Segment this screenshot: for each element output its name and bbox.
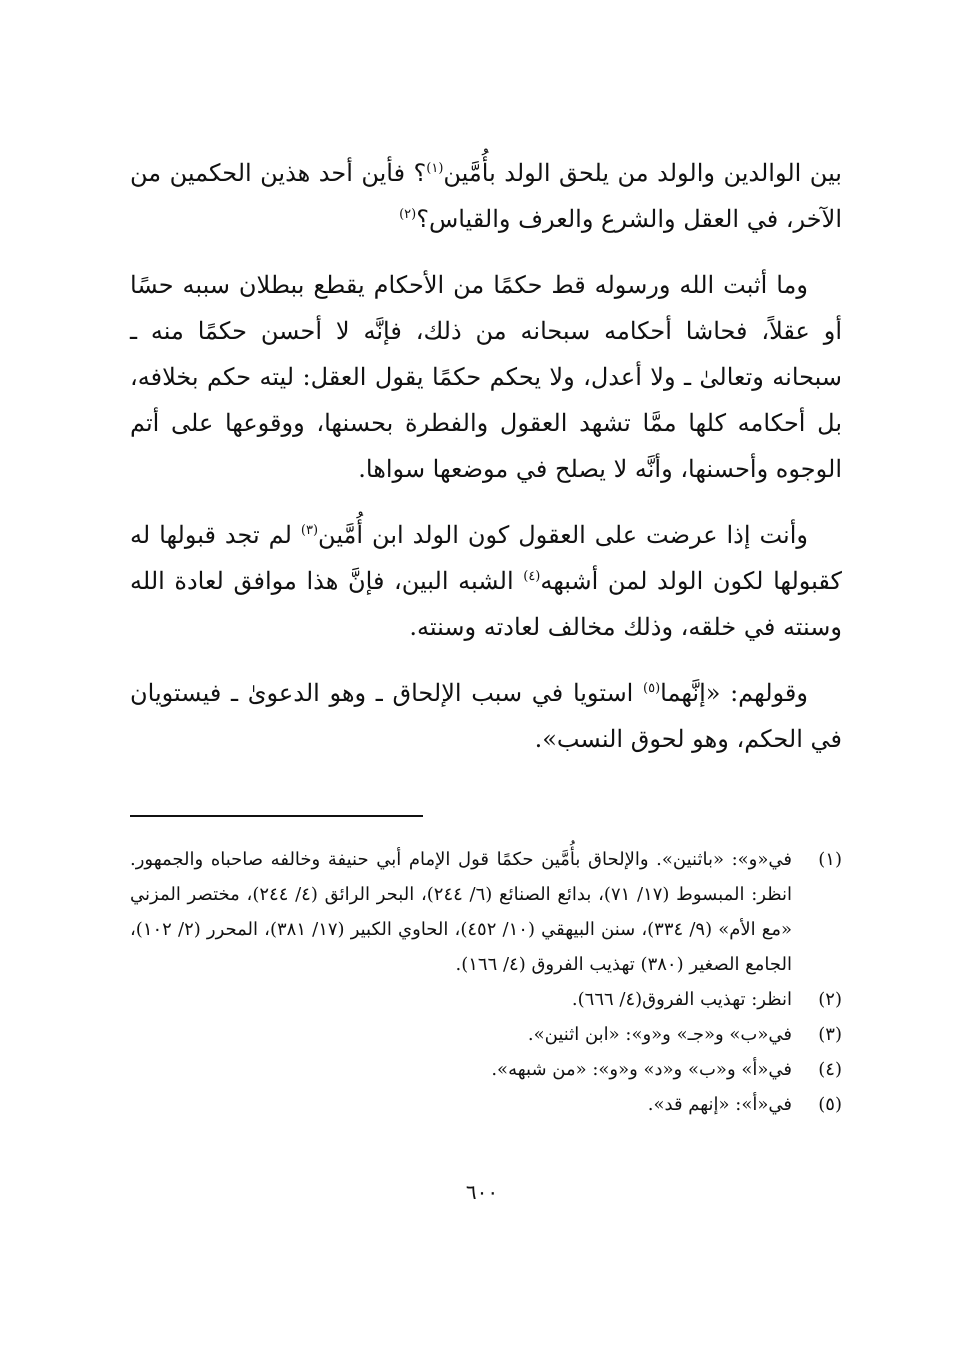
footnote-ref-5: (٥) xyxy=(643,681,661,696)
footnote-ref-4: (٤) xyxy=(523,569,541,584)
footnote-text: في«أ»: «إنهم قد». xyxy=(647,1094,792,1115)
paragraph-4-text-1: وقولهم: «إنَّهما xyxy=(660,679,808,707)
paragraph-3-text-2: لم تجد قبولها له كقبولها لكون الولد لمن أشبهه xyxy=(130,521,842,595)
footnote-1 xyxy=(130,842,842,982)
footnote-text: في«أ» و«ب» و«د» و«و»: «من شبهه». xyxy=(491,1059,792,1080)
footnote-number: (٣) xyxy=(818,1024,842,1045)
paragraph-1-text-1: بين الوالدين والولد من يلحق الولد بأُمَّين xyxy=(443,159,842,187)
footnote-separator xyxy=(130,815,423,817)
footnote-text: في«و»: «باثنين». والإلحاق بأُمَّين حكمًا قول الإمام أبي حنيفة وخالفه صاحباه والجمهور. انظر: المبسوط (١٧/ ٧١)، بدائع الصنائع (٦/ ٢٤٤)، البحر الرائق (٤/ ٢٤٤)، مختصر المزني «مع الأم» (٩/ ٣٣٤)، سنن البيهقي (١٠/ ٤٥٢)، الحاوي الكبير (١٧/ ٣٨١)، المحرر (٢/ ١٠٢)، الجامع الصغير (٣٨٠) تهذيب الفروق (٤/ ١٦٦). xyxy=(130,849,792,975)
footnote-4 xyxy=(130,1052,842,1087)
footnote-3 xyxy=(130,1017,842,1052)
footnotes xyxy=(130,842,842,1122)
footnote-ref-1: (١) xyxy=(426,161,444,176)
paragraph-4-text-2: استويا في سبب الإلحاق ـ وهو الدعوىٰ ـ فيستويان في الحكم، وهو لحوق النسب». xyxy=(130,679,842,753)
paragraph-1 xyxy=(130,150,842,242)
paragraph-1-text-2: ؟ فأين أحد هذين الحكمين من الآخر، في العقل والشرع والعرف والقياس؟ xyxy=(130,159,842,233)
paragraph-3-text-3: الشبه البين، فإنَّ هذا موافق لعادة الله وسنته في خلقه، وذلك مخالف لعادته وسنته. xyxy=(130,567,842,641)
page-number: ٦٠٠ xyxy=(465,1180,499,1204)
footnote-number: (١) xyxy=(818,849,842,870)
paragraph-3-text-1: وأنت إذا عرضت على العقول كون الولد ابن أُمَّين xyxy=(318,521,808,549)
footnote-text: انظر: تهذيب الفروق(٤/ ٦٦٦). xyxy=(571,989,792,1010)
footnote-2 xyxy=(130,982,842,1017)
paragraph-2 xyxy=(130,262,842,492)
footnote-number: (٥) xyxy=(818,1094,842,1115)
footnote-number: (٤) xyxy=(818,1059,842,1080)
paragraph-2-text: وما أثبت الله ورسوله قط حكمًا من الأحكام يقطع ببطلان سببه حسًا أو عقلاً، فحاشا أحكامه سبحانه من ذلك، فإنَّه لا أحسن حكمًا منه ـ سبحانه وتعالىٰ ـ ولا أعدل، ولا يحكم حكمًا يقول العقل: ليته حكم بخلافه، بل أحكامه كلها ممَّا تشهد العقول والفطرة بحسنها، ووقوعها على أتم الوجوه وأحسنها، وأنَّه لا يصلح في موضعها سواها. xyxy=(130,271,842,483)
paragraph-3 xyxy=(130,512,842,650)
footnote-text: في«ب» و«جـ» و«و»: «ابن اثنين». xyxy=(527,1024,792,1045)
footnote-5 xyxy=(130,1087,842,1122)
paragraph-4 xyxy=(130,670,842,762)
footnote-ref-2: (٢) xyxy=(399,207,417,222)
main-text xyxy=(130,150,842,762)
footnote-ref-3: (٣) xyxy=(300,523,319,538)
footnote-number: (٢) xyxy=(818,989,842,1010)
